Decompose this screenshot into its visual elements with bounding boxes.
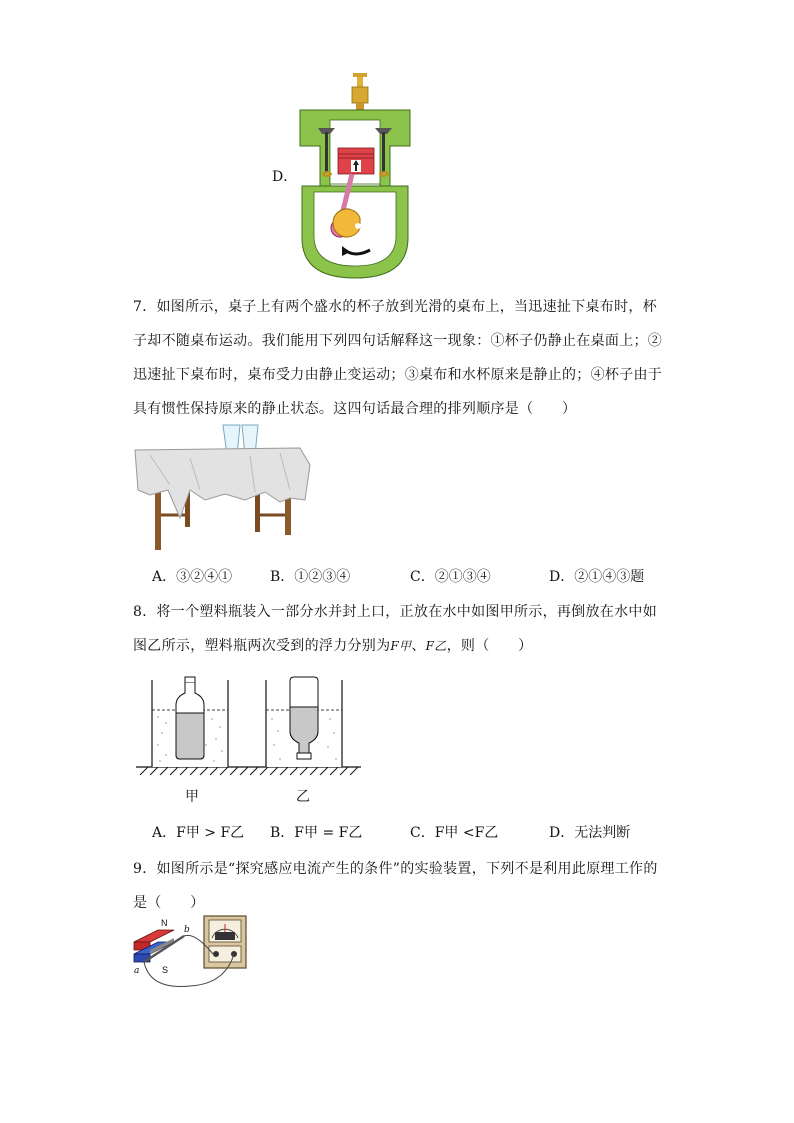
q8-stem-end: ，则（ ）: [446, 638, 533, 654]
q8-stem: [133, 595, 663, 663]
table-cups-figure: [130, 420, 315, 555]
q7-option-d[interactable]: D．②①④③题: [549, 569, 645, 585]
q8-label-jia: 甲: [185, 789, 199, 805]
wire-label-a: a: [134, 966, 140, 976]
q6-option-d-label[interactable]: D．: [272, 169, 298, 185]
bottle-buoyancy-figure: [136, 675, 361, 780]
magnet-label-n: N: [161, 918, 168, 928]
q8-option-a[interactable]: A．F甲 > F乙: [152, 825, 245, 841]
q8-f-yi: F乙: [425, 639, 447, 653]
q8-stem-text: 8．将一个塑料瓶装入一部分水并封上口，正放在水中如图甲所示，再倒放在水中如图乙所示，塑料瓶两次受到的浮力分别为: [133, 604, 658, 654]
q8-f-jia: F甲: [390, 639, 412, 653]
q8-label-yi: 乙: [296, 789, 310, 805]
q8-option-d[interactable]: D．无法判断: [549, 825, 631, 841]
engine-diagram: [290, 68, 420, 283]
q7-stem: 7．如图所示，桌子上有两个盛水的杯子放到光滑的桌布上，当迅速扯下桌布时，杯子却不随桌布运动。我们能用下列四句话解释这一现象：①杯子仍静止在桌面上；②迅速扯下桌布时，桌布受力由静止变运动；③桌布和水杯原来是静止的；④杯子由于具有惯性保持原来的静止状态。这四句话最合理的排列顺序是（ ）: [133, 299, 663, 417]
q8-separator: 、: [411, 638, 426, 654]
q7-option-a[interactable]: A．③②④①: [152, 569, 233, 585]
q9-stem: 9．如图所示是“探究感应电流产生的条件”的实验装置，下列不是利用此原理工作的是（ ）: [133, 861, 658, 911]
q8-option-c[interactable]: C．F甲 <F乙: [410, 825, 499, 841]
wire-label-b: b: [184, 925, 190, 935]
magnet-label-s: S: [162, 965, 169, 975]
induction-experiment-figure: [130, 912, 265, 994]
q8-option-b[interactable]: B．F甲 = F乙: [270, 825, 363, 841]
q7-option-b[interactable]: B．①②③④: [270, 569, 351, 585]
q7-option-c[interactable]: C．②①③④: [410, 569, 491, 585]
